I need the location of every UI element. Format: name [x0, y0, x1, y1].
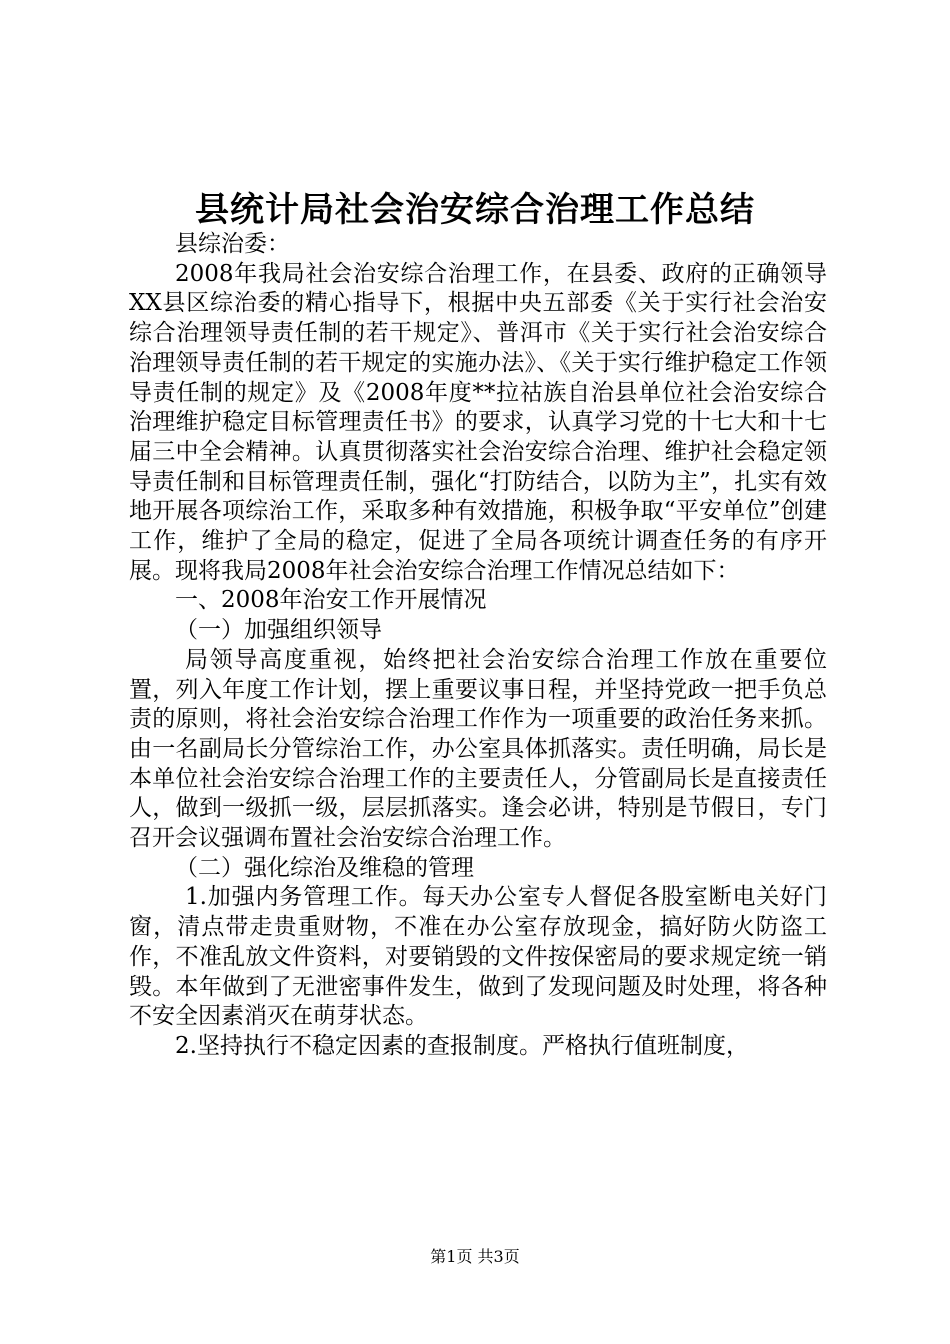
paragraph-organization: 局领导高度重视，始终把社会治安综合治理工作放在重要位置，列入年度工作计划，摆上重要议事日程，并坚持党政一把手负总责的原则，将社会治安综合治理工作作为一项重要的政治任务来抓。由一名副局长分管综治工作，办公室具体抓落实。责任明确，局长是本单位社会治安综合治理工作的主要责任人，分管副局长是直接责任人，做到一级抓一级，层层抓落实。逢会必讲，特别是节假日，专门召开会议强调布置社会治安综合治理工作。	[129, 646, 827, 852]
section-heading-1: 一、2008年治安工作开展情况	[175, 587, 487, 614]
subsection-heading-1: （一）加强组织领导	[175, 617, 382, 644]
document-title: 县统计局社会治安综合治理工作总结	[195, 190, 755, 230]
subsection-heading-2: （二）强化综治及维稳的管理	[175, 854, 474, 881]
list-item-2: 2.坚持执行不稳定因素的查报制度。严格执行值班制度，	[175, 1032, 749, 1059]
list-item-1: 1.加强内务管理工作。每天办公室专人督促各股室断电关好门窗，清点带走贵重财物，不准在办公室存放现金，搞好防火防盗工作，不准乱放文件资料，对要销毁的文件按保密局的要求规定统一销毁。本年做到了无泄密事件发生，做到了发现问题及时处理，将各种不安全因素消灭在萌芽状态。	[129, 884, 827, 1030]
document-body	[129, 230, 827, 1062]
page-footer: 第1页 共3页	[430, 1247, 520, 1266]
paragraph-intro: 2008年我局社会治安综合治理工作，在县委、政府的正确领导XX县区综治委的精心指导下，根据中央五部委《关于实行社会治安综合治理领导责任制的若干规定》、普洱市《关于实行社会治安综合治理领导责任制的若干规定的实施办法》、《关于实行维护稳定工作领导责任制的规定》及《2008年度**拉祜族自治县单位社会治安综合治理维护稳定目标管理责任书》的要求，认真学习党的十七大和十七届三中全会精神。认真贯彻落实社会治安综合治理、维护社会稳定领导责任制和目标管理责任制，强化“打防结合，以防为主”，扎实有效地开展各项综治工作，采取多种有效措施，积极争取“平安单位”创建工作，维护了全局的稳定，促进了全局各项统计调查任务的有序开展。现将我局2008年社会治安综合治理工作情况总结如下：	[129, 260, 827, 584]
salutation: 县综治委：	[175, 231, 290, 257]
